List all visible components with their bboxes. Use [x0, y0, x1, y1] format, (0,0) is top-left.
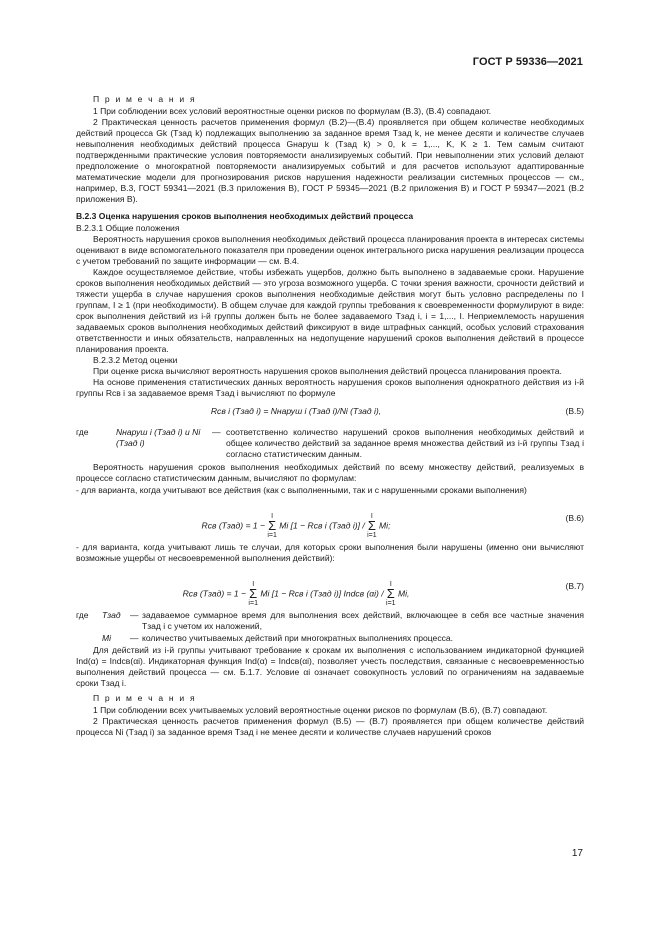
formula-legend — [76, 633, 584, 644]
sum-operator: I Σ i=1 — [248, 580, 258, 607]
subsection-heading-method: В.2.3.2 Метод оценки — [93, 355, 178, 366]
legend-text: количество учитываемых действий при многократных выполнениях процесса. — [142, 632, 453, 643]
subsection-heading-general: В.2.3.1 Общие положения — [76, 222, 180, 233]
paragraph: Для действий из i-й группы учитывают требование к срокам их выполнения с использованием индикаторной функцией Ind(α) = Indсв(αi). Индикаторная функция Ind(α) = Indсв(αi), позволяет учесть последствия, связанные с несвоевременностью выполнения действий процесса — см. Б.1.7. Условие αi означает совокупность условий по ограничениям на задаваемые сроки Tзад i. — [76, 644, 584, 688]
formula-b7 — [76, 567, 584, 607]
formula-legend — [76, 610, 584, 632]
paragraph: - для варианта, когда учитывают все действия (как с выполненными, так и с нарушенными сроками выполнения) — [76, 484, 527, 495]
formula-legend — [76, 427, 584, 460]
page-body — [76, 94, 584, 738]
page-number: 17 — [571, 848, 583, 859]
formula-b5 — [76, 402, 584, 424]
paragraph: - для варианта, когда учитывают лишь те случаи, для которых сроки выполнения были нарушены (именно они вычисляют возможные ущербы от несвоевременной выполнения действий): — [76, 541, 584, 563]
note-2: 2 Практическая ценность расчетов применения формул (В.2)—(В.4) проявляется при общем количестве необходимых действий процесса Gk (Tзад k) подлежащих выполнению за заданное время Tзад k, не менее десяти и количестве случаев невыполнения необходимых действий процесса Gнаруш k (Tзад k) > 0, k = 1,..., K, K ≥ 1. Тем самым считают подтвержденными практические условия повторяемости анализируемых событий. При невыполнении этих условий делают предположение о многократной повторяемости анализируемых событий и для расчетов используют адаптированные математические модели для прогнозирования рисков нарушения надежности реализации системных процессов — см., например, В.3, ГОСТ 59341—2021 (В.3 приложения В), ГОСТ Р 59345—2021 (В.2 приложения В) и ГОСТ Р 59347—2021 (В.2 приложения В). — [76, 117, 584, 205]
paragraph: На основе применения статистических данных вероятность нарушения сроков выполнения однократного действия из i-й группы Rсв i за задаваемое время Tзад i вычисляют по формуле — [76, 377, 584, 399]
legend-symbol: Nнаруш i (Tзад i) и Ni (Tзад i) — [116, 427, 201, 449]
section-heading: В.2.3 Оценка нарушения сроков выполнения необходимых действий процесса — [76, 211, 414, 222]
formula-expression: Rсв i (Tзад i) = Nнаруш i (Tзад i)/Ni (Tзад i), — [210, 406, 382, 417]
legend-text: задаваемое суммарное время для выполнения всех действий, включающее в себя все частные значения Tзад i с учетом их наложений, — [142, 609, 584, 631]
sum-operator: I Σ i=1 — [267, 512, 277, 539]
legend-dash: — — [130, 609, 139, 620]
formula-expression: Rсв (Tзад) = 1 − I Σ i=1 Mi [1 − Rсв i (Tзад i)] Indсв (αi) / I Σ i=1 Mi, — [182, 580, 410, 607]
legend-where: где — [76, 609, 89, 620]
formula-b6 — [76, 499, 584, 539]
paragraph: При оценке риска вычисляют вероятность нарушения сроков выполнения действий процесса планирования проекта. — [93, 366, 562, 377]
formula-number: (В.6) — [565, 512, 584, 523]
legend-dash: — — [212, 427, 221, 438]
document-id: ГОСТ Р 59336—2021 — [472, 56, 583, 68]
note-2: 2 Практическая ценность расчетов применения формул (В.5) — (В.7) проявляется при общем количестве действий процесса Ni (Tзад i) за заданное время Tзад i не менее десяти и количестве случаев нарушений сроков — [76, 716, 584, 738]
sum-operator: I Σ i=1 — [367, 512, 377, 539]
notes-label: П р и м е ч а н и я — [93, 692, 197, 703]
legend-dash: — — [130, 632, 139, 643]
paragraph: Каждое осуществляемое действие, чтобы избежать ущербов, должно быть выполнено в задаваемые сроки. Нарушение сроков выполнения необходимых действий — это угроза возможного ущерба. С точки зрения важности, срочности действий и тяжести ущерба в случае нарушения сроков выполнения необходимые действия могут быть условно распределены по I группам, I ≥ 1 (при необходимости). В общем случае для каждой группы требования к своевременности формулируют в виде: срок выполнения действий из i-й группы должен быть не более задаваемого Tзад i, i = 1,..., I. Неприемлемость нарушения задаваемых сроков выполнения необходимых действий фиксируют в виде штрафных санкций, особых условий страхования ответственности и иных обязательств, направленных на недопущение нарушений сроков выполнения действий в процессе планирования проекта. — [76, 266, 584, 355]
paragraph: Вероятность нарушения сроков выполнения необходимых действий процесса планирования проекта в интересах системы оценивают в виде вспомогательного показателя при проведении оценок интегрального риска нарушения реализации процесса с учетом требований по защите информации — см. В.4. — [76, 233, 584, 266]
legend-where: где — [76, 427, 89, 438]
note-1: 1 При соблюдении всех условий вероятностные оценки рисков по формулам (В.3), (В.4) совпадают. — [93, 106, 492, 117]
notes-label: П р и м е ч а н и я — [93, 94, 197, 104]
note-1: 1 При соблюдении всех учитываемых условий вероятностные оценки рисков по формулам (В.6), (В.7) совпадают. — [93, 705, 548, 716]
legend-symbol: Mi — [102, 632, 112, 643]
formula-expression: Rсв (Tзад) = 1 − I Σ i=1 Mi [1 − Rсв i (Tзад i)] / I Σ i=1 Mi; — [201, 512, 391, 539]
legend-where — [76, 633, 102, 644]
paragraph: Вероятность нарушения сроков выполнения необходимых действий по всему множеству действий, реализуемых в процессе согласно статистическим данным, вычисляют по формулам: — [76, 462, 584, 484]
formula-number: (В.5) — [565, 406, 584, 417]
legend-symbol: Tзад — [102, 609, 121, 620]
sum-operator: I Σ i=1 — [386, 580, 396, 607]
legend-text: соответственно количество нарушений сроков выполнения необходимых действий и общее количество действий за заданное время множества действий из i-й группы Tзад i согласно статистическим данным. — [226, 427, 584, 460]
formula-number: (В.7) — [565, 580, 584, 591]
